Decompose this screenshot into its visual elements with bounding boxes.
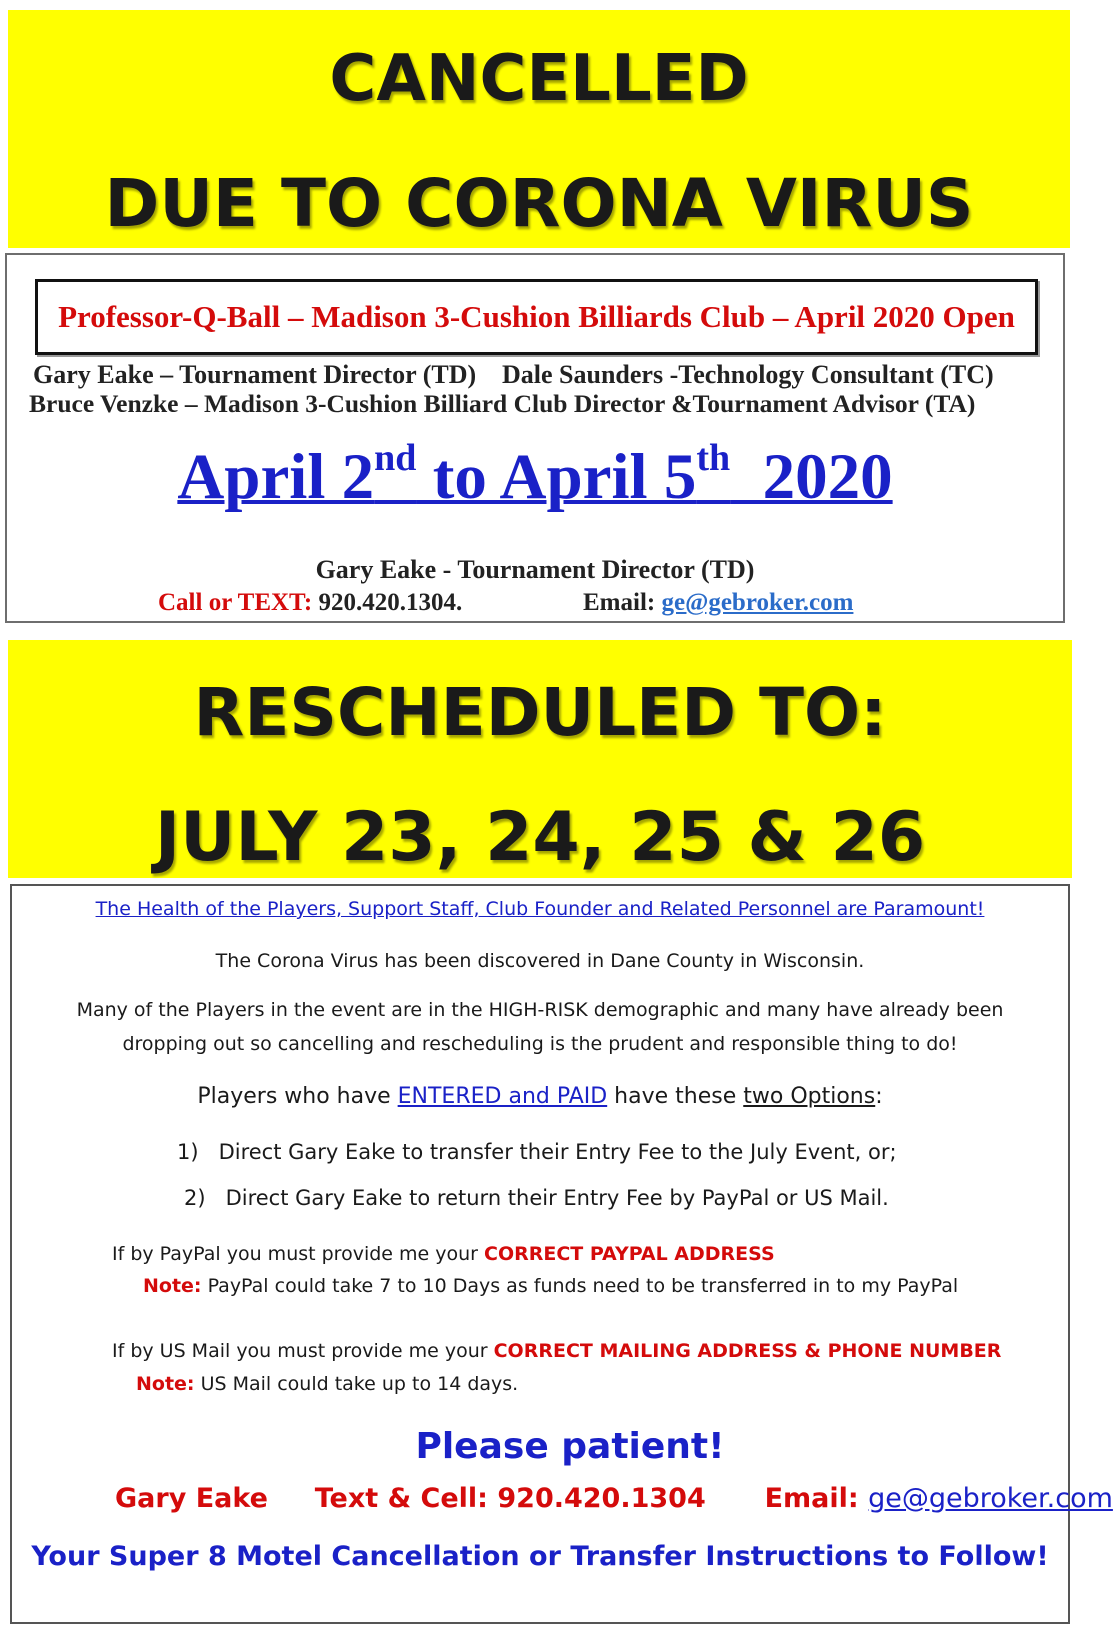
call-number: 920.420.1304. (318, 589, 463, 616)
date-suffix: th (696, 437, 731, 479)
corona-heading: DUE TO CORONA VIRUS (104, 165, 974, 242)
email-row (583, 589, 853, 617)
original-dates (7, 437, 1063, 515)
new-dates: JULY 23, 24, 25 & 26 (154, 798, 926, 877)
mail-note-text: US Mail could take up to 14 days. (194, 1373, 519, 1395)
contact-name: Gary Eake (115, 1483, 268, 1514)
date-part: 2020 (730, 441, 893, 513)
players-text: have these (607, 1084, 744, 1109)
paypal-note (143, 1275, 958, 1297)
entered-paid-link[interactable]: ENTERED and PAID (397, 1084, 608, 1109)
notice-panel (10, 884, 1113, 1624)
rescheduled-heading: RESCHEDULED TO: (193, 674, 887, 751)
risk-statement-line1: Many of the Players in the event are in the HIGH-RISK demographic and many have already been (76, 999, 1004, 1021)
two-options-text: two Options (743, 1084, 876, 1109)
date-part: April 2 (177, 441, 375, 513)
paypal-note-text: PayPal could take 7 to 10 Days as funds need to be transferred in to my PayPal (201, 1275, 959, 1297)
note-label: Note: (136, 1373, 195, 1395)
please-patient: Please patient! (415, 1426, 725, 1467)
date-part: to April 5 (416, 441, 697, 513)
contact-email-label: Email: (764, 1483, 859, 1514)
players-text: : (875, 1084, 883, 1109)
date-suffix: nd (374, 437, 417, 479)
option-1: 1) Direct Gary Eake to transfer their Entry Fee to the July Event, or; (177, 1140, 897, 1164)
director-line: Gary Eake - Tournament Director (TD) (315, 555, 755, 584)
risk-statement-line2: dropping out so cancelling and rescheduling is the prudent and responsible thing to do! (122, 1033, 958, 1055)
virus-statement: The Corona Virus has been discovered in Dane County in Wisconsin. (215, 950, 865, 972)
contact-phone: Text & Cell: 920.420.1304 (314, 1483, 706, 1514)
rescheduled-banner (8, 640, 1072, 878)
contact-line (115, 1483, 1113, 1514)
credit-director: Gary Eake – Tournament Director (TD) (33, 360, 477, 389)
motel-instructions: Your Super 8 Motel Cancellation or Transfer Instructions to Follow! (31, 1541, 1049, 1572)
contact-row (158, 589, 462, 617)
mail-note (136, 1373, 518, 1395)
contact-email-link[interactable]: ge@gebroker.com (868, 1483, 1113, 1514)
mailing-address-required: CORRECT MAILING ADDRESS & PHONE NUMBER (493, 1340, 1002, 1362)
option-2: 2) Direct Gary Eake to return their Entry Fee by PayPal or US Mail. (184, 1186, 889, 1210)
cancelled-banner (8, 10, 1070, 248)
players-options-line (12, 1084, 1068, 1109)
players-text: Players who have (197, 1084, 398, 1109)
health-link[interactable]: The Health of the Players, Support Staff, Club Founder and Related Personnel are Paramount! (95, 898, 985, 920)
email-label: Email: (583, 589, 656, 616)
cancelled-heading: CANCELLED (329, 42, 749, 116)
event-info-panel (5, 253, 1065, 623)
credit-advisor: Bruce Venzke – Madison 3-Cushion Billiard Club Director &Tournament Advisor (TA) (29, 389, 976, 418)
mail-text: If by US Mail you must provide me your (112, 1340, 494, 1362)
paypal-requirement (112, 1243, 775, 1265)
email-link[interactable]: ge@gebroker.com (661, 589, 854, 616)
paypal-address-required: CORRECT PAYPAL ADDRESS (484, 1243, 775, 1265)
paypal-text: If by PayPal you must provide me your (112, 1243, 485, 1265)
note-label: Note: (143, 1275, 202, 1297)
call-label: Call or TEXT: (158, 589, 313, 616)
mail-requirement (112, 1340, 1001, 1362)
credit-consultant: Dale Saunders -Technology Consultant (TC) (502, 360, 994, 389)
event-title: Professor-Q-Ball – Madison 3-Cushion Billiards Club – April 2020 Open (35, 279, 1038, 355)
